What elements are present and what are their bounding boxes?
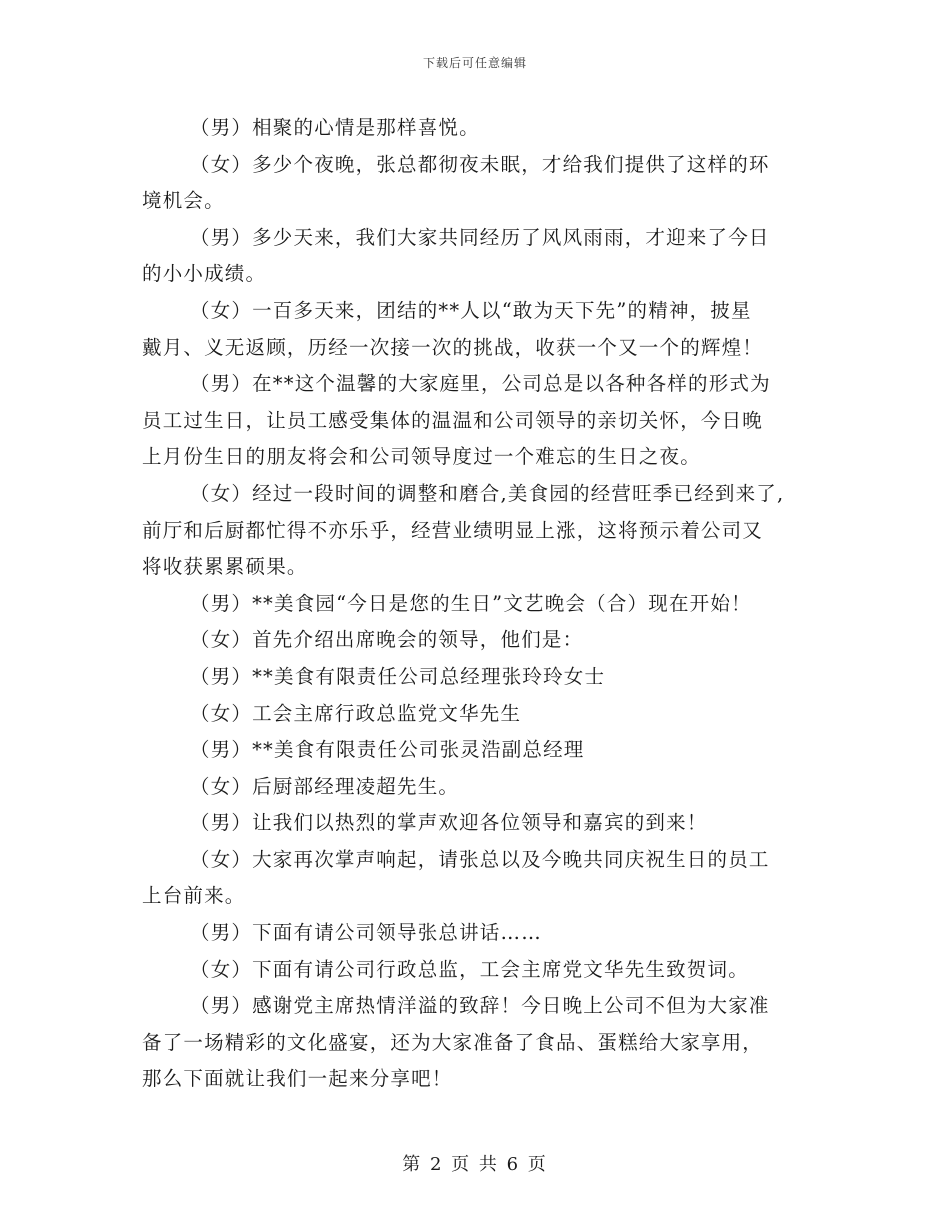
paragraph-line: 戴月、义无返顾，历经一次接一次的挑战，收获一个又一个的辉煌！ xyxy=(142,335,764,359)
dialogue-paragraph xyxy=(142,659,808,696)
dialogue-paragraph xyxy=(142,696,808,733)
paragraph-line: （男）感谢党主席热情洋溢的致辞！今日晚上公司不但为大家准 xyxy=(190,994,770,1018)
paragraph-line: （男）**美食园“今日是您的生日”文艺晚会（合）现在开始！ xyxy=(190,591,752,615)
paragraph-line: 上台前来。 xyxy=(142,884,246,908)
paragraph-line: （男）让我们以热烈的掌声欢迎各位领导和嘉宾的到来！ xyxy=(190,811,708,835)
dialogue-paragraph xyxy=(142,622,808,659)
paragraph-line: 上月份生日的朋友将会和公司领导度过一个难忘的生日之夜。 xyxy=(142,445,701,469)
paragraph-line: 将收获累累硕果。 xyxy=(142,555,308,579)
paragraph-line: 员工过生日，让员工感受集体的温温和公司领导的亲切关怀，今日晚 xyxy=(142,408,764,432)
dialogue-paragraph xyxy=(142,842,808,915)
paragraph-line: （女）工会主席行政总监党文华先生 xyxy=(190,701,522,725)
dialogue-paragraph xyxy=(142,805,808,842)
dialogue-paragraph xyxy=(142,915,808,952)
paragraph-line: （男）相聚的心情是那样喜悦。 xyxy=(190,116,480,139)
dialogue-paragraph xyxy=(142,769,808,806)
dialogue-paragraph xyxy=(142,732,808,769)
paragraph-line: 境机会。 xyxy=(142,189,225,213)
dialogue-paragraph xyxy=(142,220,808,293)
dialogue-paragraph xyxy=(142,366,808,476)
paragraph-line: （女）一百多天来，团结的**人以“敢为天下先”的精神，披星 xyxy=(190,298,752,322)
dialogue-paragraph xyxy=(142,586,808,623)
paragraph-line: （男）在**这个温馨的大家庭里，公司总是以各种各样的形式为 xyxy=(190,372,771,396)
paragraph-line: （女）经过一段时间的调整和磨合,美食园的经营旺季已经到来了, xyxy=(190,481,785,505)
paragraph-line: 那么下面就让我们一起来分享吧！ xyxy=(142,1067,453,1091)
page-header: 下载后可任意编辑 xyxy=(422,56,527,70)
paragraph-line: （女）后厨部经理凌超先生。 xyxy=(190,774,460,798)
paragraph-line: （女）下面有请公司行政总监，工会主席党文华先生致贺词。 xyxy=(190,957,749,981)
page-footer: 第 2 页 共 6 页 xyxy=(402,1154,548,1175)
paragraph-line: 备了一场精彩的文化盛宴，还为大家准备了食品、蛋糕给大家享用， xyxy=(142,1030,764,1054)
paragraph-line: （男）多少天来，我们大家共同经历了风风雨雨，才迎来了今日 xyxy=(190,225,770,249)
dialogue-paragraph xyxy=(142,293,808,366)
paragraph-line: （女）多少个夜晚，张总都彻夜未眠，才给我们提供了这样的环 xyxy=(190,152,770,176)
dialogue-paragraph xyxy=(142,147,808,220)
document-body xyxy=(142,110,808,1098)
paragraph-line: （男）**美食有限责任公司总经理张玲玲女士 xyxy=(190,664,606,688)
paragraph-line: （男）下面有请公司领导张总讲话…… xyxy=(190,921,542,945)
dialogue-paragraph xyxy=(142,110,808,147)
dialogue-paragraph xyxy=(142,952,808,989)
paragraph-line: （女）首先介绍出席晚会的领导，他们是： xyxy=(190,628,584,652)
paragraph-line: （男）**美食有限责任公司张灵浩副总经理 xyxy=(190,738,585,762)
paragraph-line: 前厅和后厨都忙得不亦乐乎，经营业绩明显上涨，这将预示着公司又 xyxy=(142,518,764,542)
dialogue-paragraph xyxy=(142,988,808,1098)
paragraph-line: 的小小成绩。 xyxy=(142,262,267,286)
paragraph-line: （女）大家再次掌声响起，请张总以及今晚共同庆祝生日的员工 xyxy=(190,847,770,871)
dialogue-paragraph xyxy=(142,476,808,586)
